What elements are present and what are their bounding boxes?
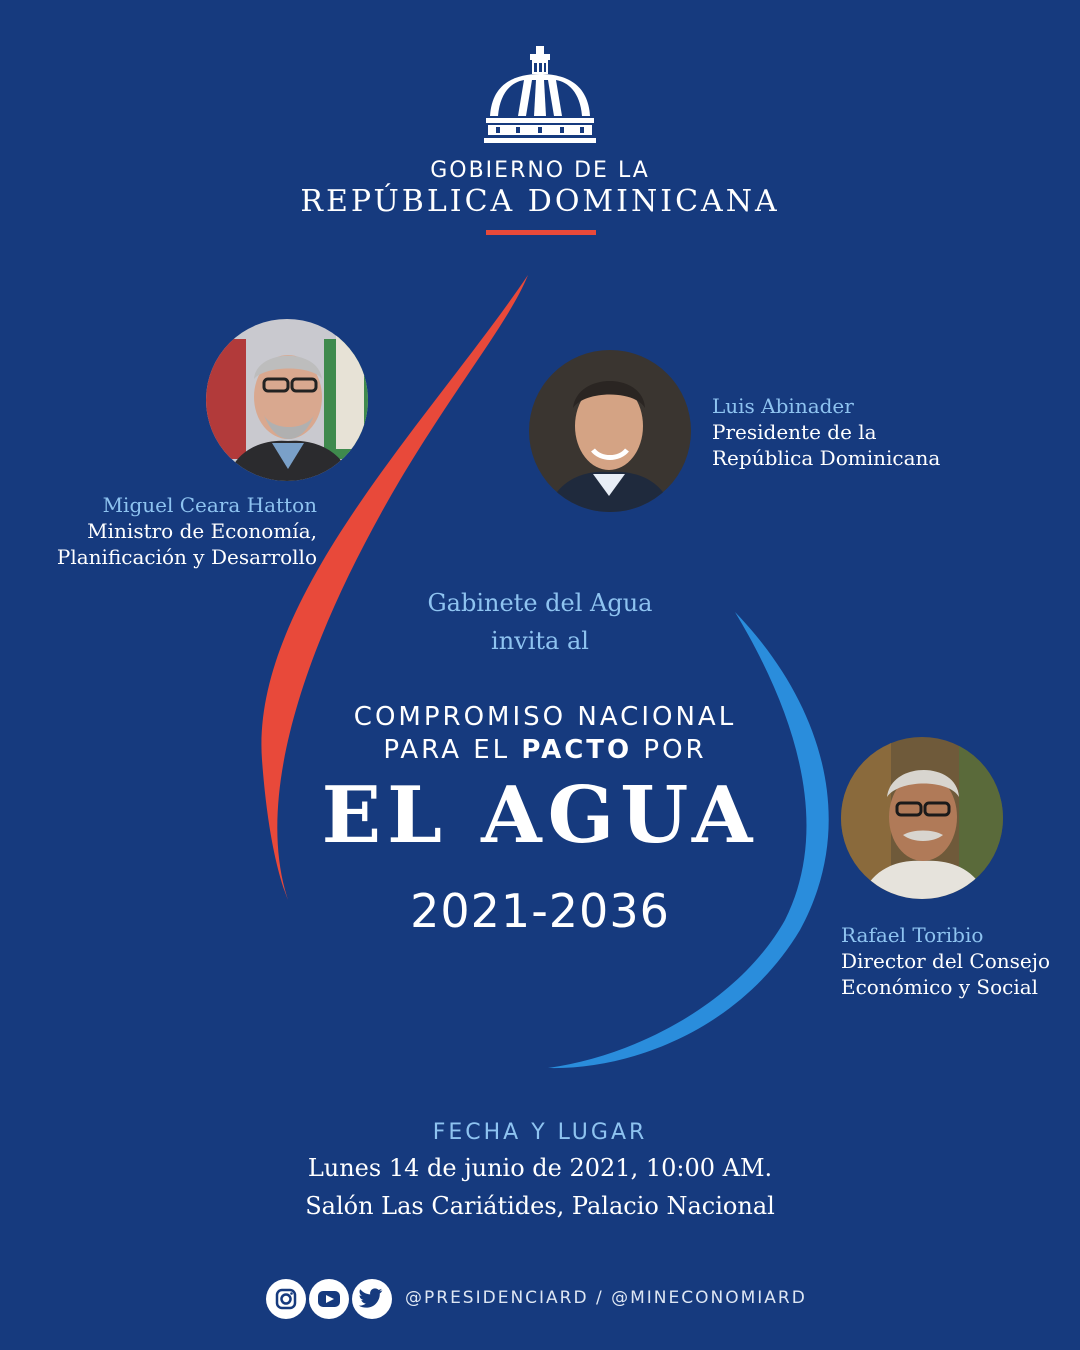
speaker-role-line1: Ministro de Economía, — [87, 519, 317, 543]
speaker-photo-luis — [529, 350, 691, 512]
event-title-line2-pre: PARA EL — [383, 735, 522, 765]
event-title-line1: COMPROMISO NACIONAL — [353, 702, 737, 732]
speaker-role-line2: Económico y Social — [841, 975, 1039, 999]
speaker-role-line2: Planificación y Desarrollo — [56, 545, 317, 569]
speaker-name: Rafael Toribio — [841, 923, 984, 947]
event-title-main: EL AGUA — [321, 770, 759, 861]
government-title-line2: REPÚBLICA DOMINICANA — [300, 184, 780, 219]
speaker-photo-miguel — [206, 319, 368, 481]
invitation-line2: invita al — [491, 627, 589, 655]
speaker-role-line2: República Dominicana — [712, 446, 941, 470]
speaker-luis-caption — [712, 393, 1052, 471]
event-details-label: FECHA Y LUGAR — [432, 1120, 648, 1145]
event-title-line2-bold: PACTO — [521, 735, 633, 765]
government-dome-logo — [484, 44, 596, 149]
invitation-line1: Gabinete del Agua — [427, 589, 653, 617]
invitation-text — [0, 584, 1080, 660]
youtube-icon[interactable] — [309, 1279, 349, 1319]
event-date: Lunes 14 de junio de 2021, 10:00 AM. — [307, 1154, 773, 1182]
speaker-role-line1: Director del Consejo — [841, 949, 1050, 973]
speaker-role-line1: Presidente de la — [712, 420, 877, 444]
event-title-line2 — [0, 735, 1080, 765]
twitter-icon[interactable] — [352, 1279, 392, 1319]
event-title-line2-post: POR — [632, 735, 707, 765]
government-title-line1: GOBIERNO DE LA — [430, 158, 650, 183]
social-handles[interactable]: @PRESIDENCIARD / @MINECONOMIARD — [405, 1288, 807, 1308]
speaker-miguel-caption — [30, 492, 317, 570]
speaker-name: Miguel Ceara Hatton — [102, 493, 317, 517]
speaker-name: Luis Abinader — [712, 394, 854, 418]
instagram-icon[interactable] — [266, 1279, 306, 1319]
event-place: Salón Las Cariátides, Palacio Nacional — [305, 1192, 775, 1220]
header-red-divider — [486, 230, 596, 235]
event-title-years: 2021-2036 — [410, 884, 670, 938]
